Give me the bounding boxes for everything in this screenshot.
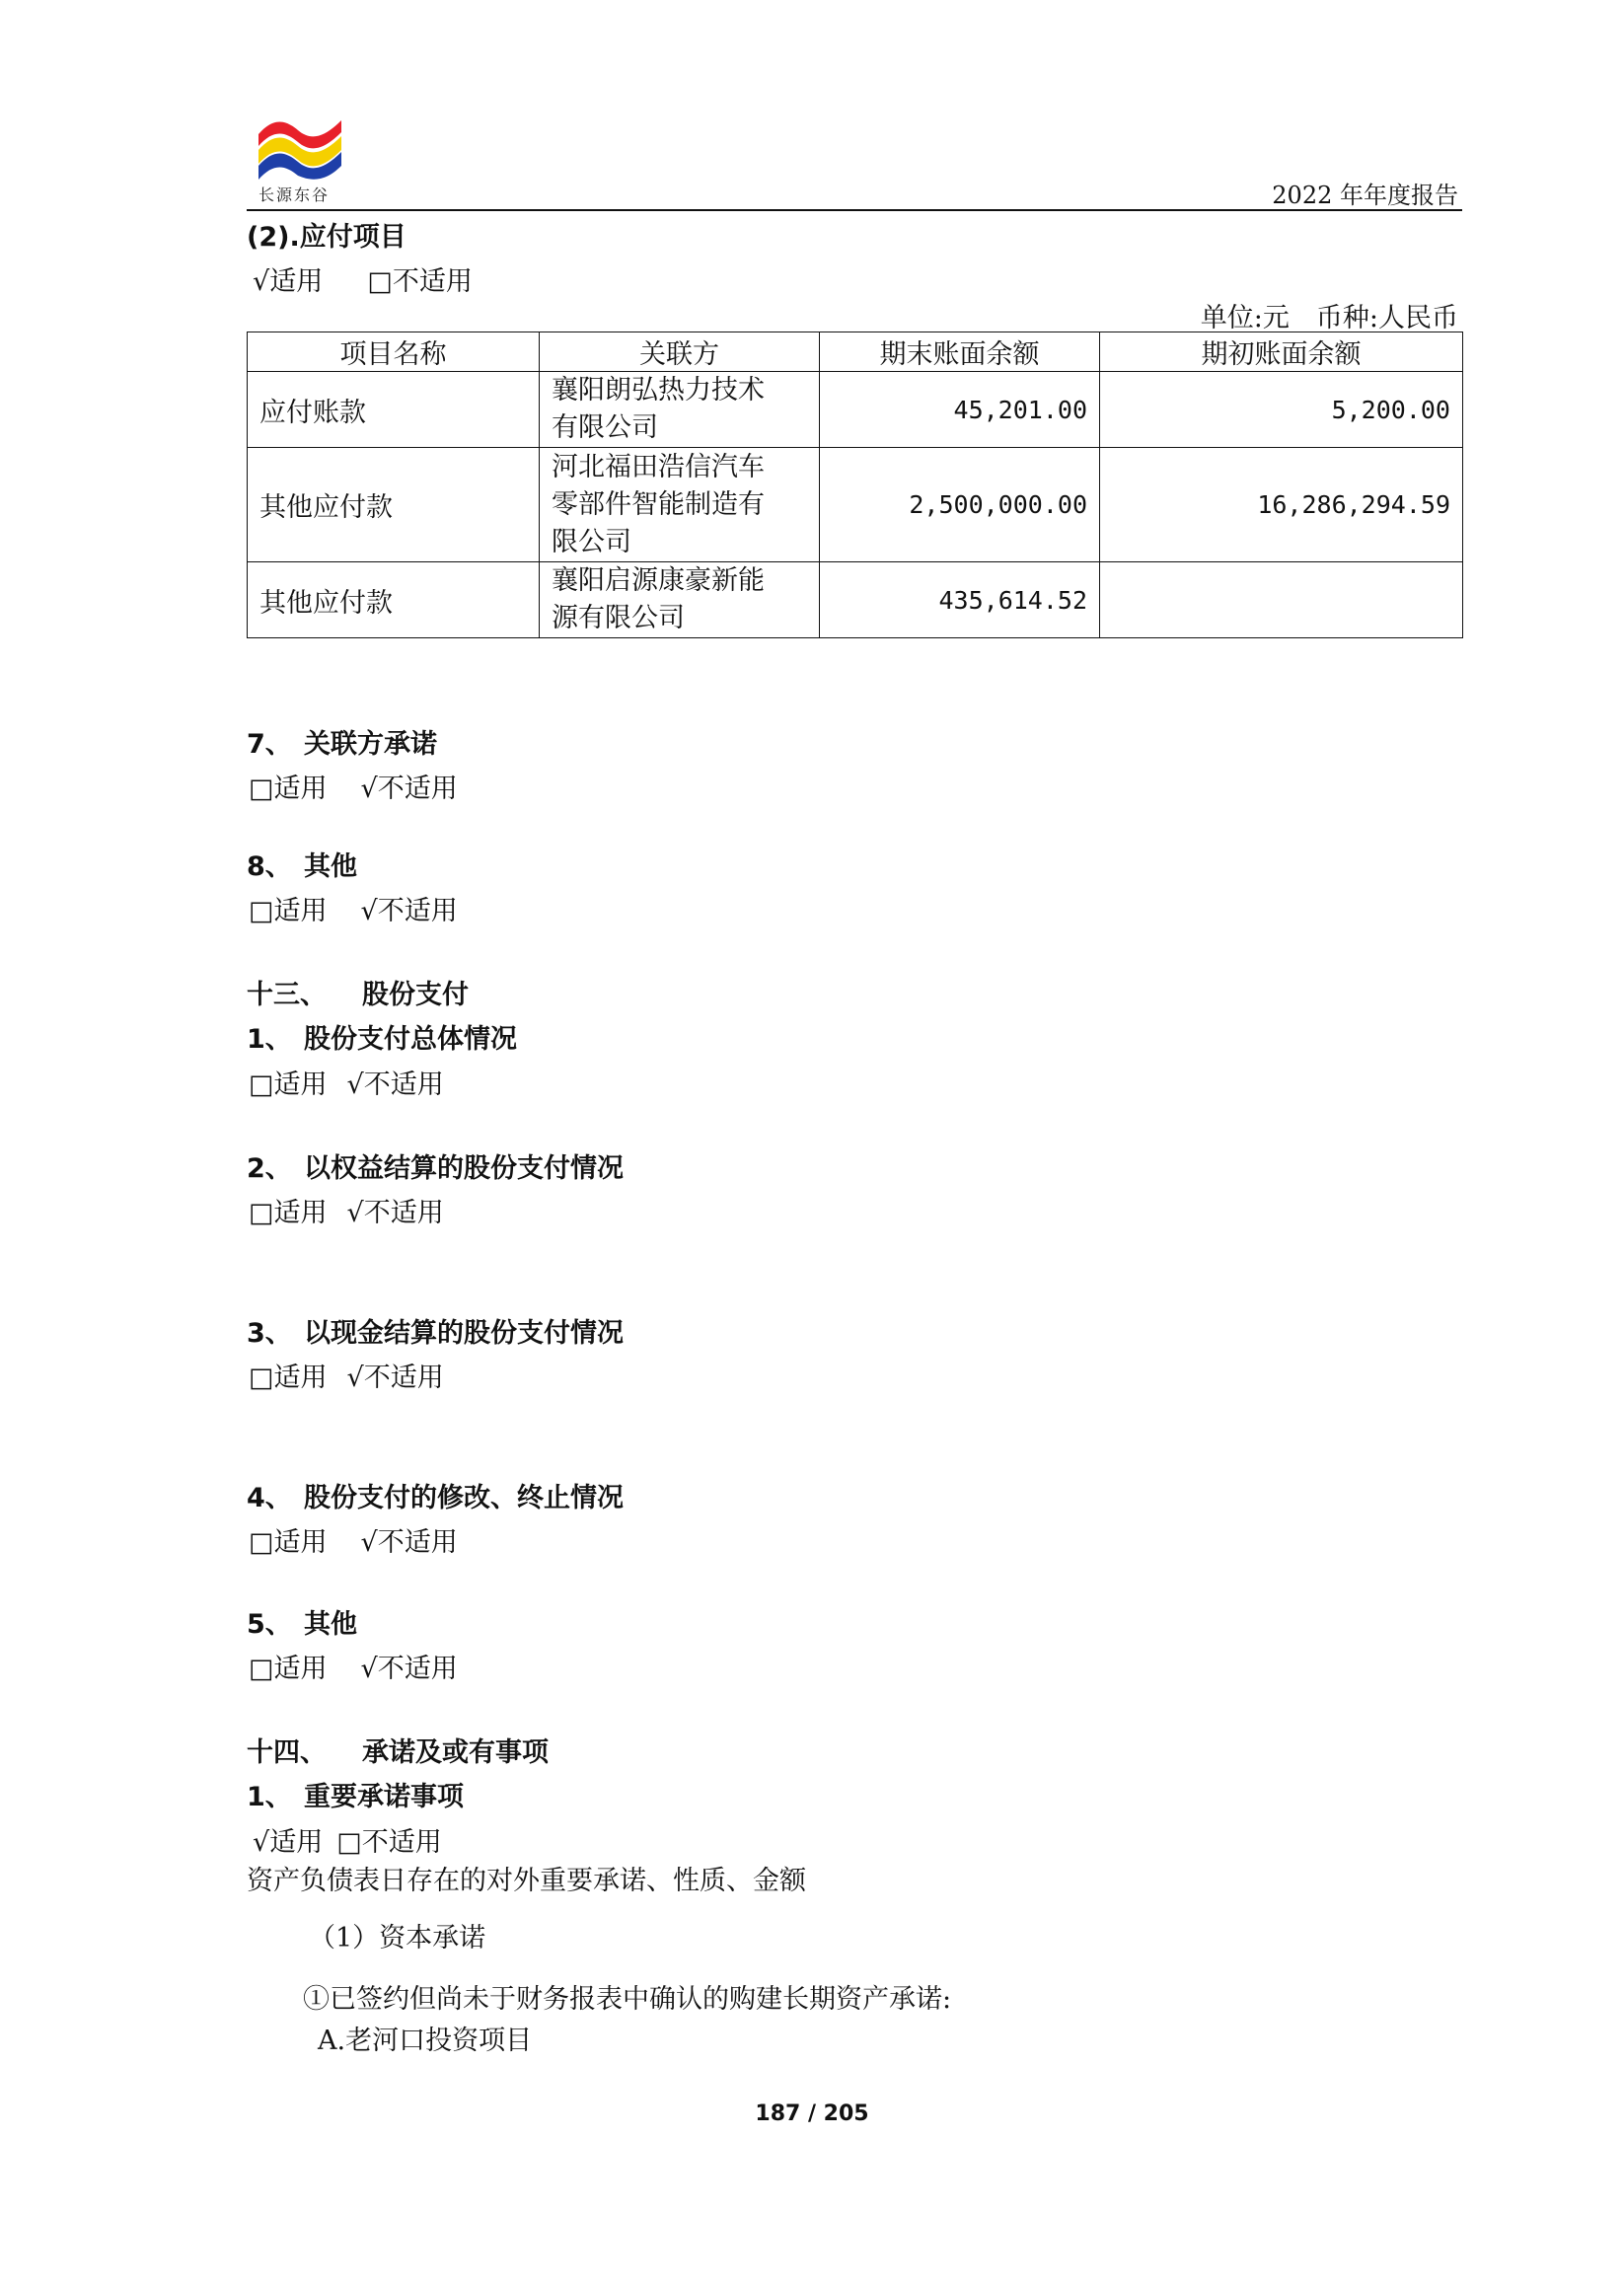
section-number: 2、 [247, 1153, 292, 1184]
item-name: 应付账款 [248, 372, 540, 448]
table-header-row [248, 332, 1463, 372]
option-applicable: □适用 [249, 1198, 328, 1228]
table-row [248, 372, 1463, 448]
section-13-4-options [249, 1520, 458, 1559]
beginning-balance [1100, 562, 1463, 638]
section-14-1-heading [247, 1775, 464, 1813]
party-line: 襄阳朗弘热力技术 [552, 375, 765, 405]
page-number: 187 / 205 [755, 2101, 869, 2126]
table-row [248, 562, 1463, 638]
section-title: 以现金结算的股份支付情况 [304, 1318, 624, 1349]
section-number: 5、 [247, 1609, 292, 1640]
laohekou-project: A.老河口投资项目 [318, 2026, 533, 2056]
section-number: 8、 [247, 851, 292, 882]
item-name: 其他应付款 [248, 448, 540, 562]
beginning-balance: 5,200.00 [1100, 372, 1463, 448]
section-number: 3、 [247, 1318, 292, 1349]
column-header: 项目名称 [248, 332, 540, 372]
option-applicable: □适用 [249, 896, 328, 926]
party-line: 零部件智能制造有 [552, 488, 765, 520]
section-13-5-options [249, 1647, 458, 1685]
payables-heading: (2).应付项目 [247, 222, 406, 253]
section-number: 4、 [247, 1483, 292, 1513]
section-8-heading [247, 845, 357, 883]
section-title: 关联方承诺 [304, 729, 437, 760]
option-not-applicable: √不适用 [346, 1198, 444, 1228]
option-not-applicable: √不适用 [360, 1654, 458, 1684]
table-row [248, 448, 1463, 562]
column-header: 期末账面余额 [820, 332, 1100, 372]
column-header: 期初账面余额 [1100, 332, 1463, 372]
payables-table [247, 332, 1463, 638]
commitments-description: 资产负债表日存在的对外重要承诺、性质、金额 [247, 1866, 806, 1896]
party-line: 有限公司 [552, 412, 658, 443]
section-7-heading [247, 722, 437, 761]
payables-applicable: √适用 [253, 266, 324, 297]
party-line: 源有限公司 [552, 603, 685, 633]
section-number: 1、 [247, 1782, 292, 1812]
option-not-applicable: √不适用 [360, 1527, 458, 1558]
section-title: 股份支付总体情况 [304, 1024, 517, 1055]
ending-balance: 45,201.00 [820, 372, 1100, 448]
chapter-title: 股份支付 [362, 980, 469, 1010]
option-applicable: □适用 [249, 1527, 328, 1558]
chapter-number: 十四、 [247, 1737, 327, 1768]
party-line: 限公司 [552, 526, 631, 557]
section-title: 以权益结算的股份支付情况 [304, 1153, 624, 1184]
option-not-applicable: √不适用 [346, 1363, 444, 1393]
chapter-13-heading [247, 973, 469, 1011]
section-number: 1、 [247, 1024, 292, 1055]
beginning-balance: 16,286,294.59 [1100, 448, 1463, 562]
chapter-title: 承诺及或有事项 [362, 1737, 549, 1768]
option-applicable: □适用 [249, 1654, 328, 1684]
section-title: 其他 [304, 851, 357, 882]
section-13-1-options [249, 1063, 444, 1101]
chapter-number: 十三、 [247, 980, 327, 1010]
option-applicable: √适用 [253, 1827, 324, 1858]
report-title: 2022 年年度报告 [1272, 182, 1458, 209]
payables-not-applicable: □不适用 [367, 266, 473, 297]
logo-text: 长源东谷 [258, 185, 331, 204]
ending-balance: 2,500,000.00 [820, 448, 1100, 562]
related-party [540, 372, 820, 448]
unit-label: 单位:元 币种:人民币 [1200, 303, 1458, 333]
chapter-14-heading [247, 1731, 549, 1769]
section-13-5-heading [247, 1602, 357, 1641]
column-header: 关联方 [540, 332, 820, 372]
related-party [540, 448, 820, 562]
section-13-3-heading [247, 1311, 624, 1350]
option-not-applicable: √不适用 [346, 1069, 444, 1100]
section-number: 7、 [247, 729, 292, 760]
section-8-options [249, 889, 458, 927]
long-term-asset-commitment: ①已签约但尚未于财务报表中确认的购建长期资产承诺: [303, 1984, 952, 2015]
section-13-2-options [249, 1191, 444, 1229]
item-name: 其他应付款 [248, 562, 540, 638]
option-applicable: □适用 [249, 1363, 328, 1393]
section-14-1-options [253, 1820, 442, 1859]
ending-balance: 435,614.52 [820, 562, 1100, 638]
logo-flag-icon [258, 116, 341, 182]
section-13-2-heading [247, 1146, 624, 1185]
section-13-3-options [249, 1356, 444, 1394]
option-applicable: □适用 [249, 774, 328, 804]
party-line: 襄阳启源康豪新能 [552, 565, 765, 596]
party-line: 河北福田浩信汽车 [552, 451, 765, 482]
payables-options [253, 259, 473, 298]
option-not-applicable: √不适用 [360, 774, 458, 804]
section-title: 重要承诺事项 [304, 1782, 464, 1812]
section-title: 其他 [304, 1609, 357, 1640]
section-13-4-heading [247, 1476, 624, 1514]
section-13-1-heading [247, 1017, 517, 1056]
header-divider [247, 209, 1462, 211]
capital-commitment-heading: （1）资本承诺 [309, 1923, 486, 1953]
option-applicable: □适用 [249, 1069, 328, 1100]
option-not-applicable: √不适用 [360, 896, 458, 926]
section-title: 股份支付的修改、终止情况 [304, 1483, 624, 1513]
option-not-applicable: □不适用 [336, 1827, 442, 1858]
section-7-options [249, 767, 458, 805]
related-party [540, 562, 820, 638]
